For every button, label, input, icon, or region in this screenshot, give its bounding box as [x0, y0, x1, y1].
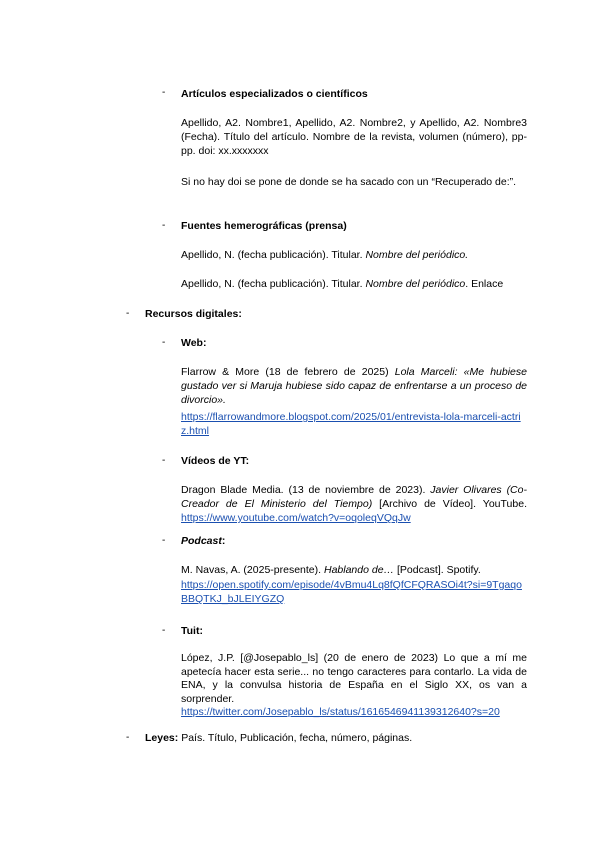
- citation-prensa-1: [181, 248, 468, 262]
- leyes-text: País. Título, Publicación, fecha, número, páginas.: [178, 732, 413, 744]
- citation-periodico: Nombre del periódico.: [365, 249, 469, 261]
- youtube-link[interactable]: https://www.youtube.com/watch?v=oqoleqVQqJw: [181, 512, 411, 524]
- section-heading-web: Web:: [181, 337, 207, 349]
- citation-text: Dragon Blade Media. (13 de noviembre de 2023).: [181, 484, 431, 496]
- citation-podcast: [181, 563, 481, 577]
- citation-tail: [Archivo de Vídeo]. YouTube.: [372, 498, 527, 510]
- citation-title: Javier Olivares (Co-Creador de El Ministerio del Tiempo): [181, 484, 527, 510]
- citation-youtube: [181, 483, 527, 525]
- bullet-marker: -: [162, 220, 166, 231]
- section-heading-hemerograficas: Fuentes hemerográficas (prensa): [181, 220, 347, 232]
- section-heading-podcast: [181, 534, 225, 548]
- citation-text: Apellido, N. (fecha publicación). Titular.: [181, 249, 366, 261]
- citation-articulo: Apellido, A2. Nombre1, Apellido, A2. Nombre2, y Apellido, A2. Nombre3 (Fecha). Título del artículo. Nombre de la revista, volumen (número), pp-pp. doi: xx.xxxxxxx: [181, 117, 527, 157]
- bullet-marker: -: [162, 455, 166, 466]
- bullet-marker: -: [126, 732, 130, 743]
- citation-prensa-2: [181, 277, 503, 291]
- bullet-marker: -: [162, 535, 166, 546]
- citation-tuit: [181, 652, 527, 720]
- bullet-marker: -: [162, 337, 166, 348]
- section-heading-tuit: Tuit:: [181, 625, 203, 637]
- citation-title: Hablando de…: [323, 564, 395, 576]
- citation-tail: . Enlace: [465, 278, 504, 290]
- citation-text: M. Navas, A. (2025-presente).: [181, 564, 324, 576]
- section-leyes: [145, 731, 412, 745]
- leyes-heading: Leyes:: [145, 732, 179, 744]
- citation-tail: [Podcast]. Spotify.: [394, 564, 481, 576]
- podcast-link[interactable]: https://open.spotify.com/episode/4vBmu4Lq8fQfCFQRASOi4t?si=9TgaqoBBQTKJ_bJLEIYGZQ: [181, 579, 522, 605]
- citation-text: Flarrow & More (18 de febrero de 2025): [181, 366, 395, 378]
- section-heading-recursos-digitales: Recursos digitales:: [145, 308, 242, 320]
- section-heading-youtube: Vídeos de YT:: [181, 455, 250, 467]
- web-link[interactable]: https://flarrowandmore.blogspot.com/2025/01/entrevista-lola-marceli-actriz.html: [181, 411, 521, 437]
- podcast-heading-word: Podcast: [181, 535, 222, 547]
- citation-periodico: Nombre del periódico: [365, 278, 466, 290]
- citation-text: Apellido, N. (fecha publicación). Titular.: [181, 278, 366, 290]
- bullet-marker: -: [162, 87, 166, 98]
- citation-text: López, J.P. [@Josepablo_ls] (20 de enero de 2023) Lo que a mí me apetecía hacer esta serie... no tengo caracteres para contarlo. La vida de ENA, y la convulsa historia de España en el Siglo XX, os van a sorprender.: [181, 652, 527, 705]
- section-heading-articulos: Artículos especializados o científicos: [181, 88, 368, 100]
- tuit-link[interactable]: https://twitter.com/Josepablo_ls/status/1616546941139312640?s=20: [181, 706, 500, 718]
- note-no-doi: Si no hay doi se pone de donde se ha sacado con un “Recuperado de:”.: [181, 176, 517, 188]
- bullet-marker: -: [162, 625, 166, 636]
- bullet-marker: -: [126, 308, 130, 319]
- citation-title: Lola Marceli: «Me hubiese gustado ver si Maruja hubiese sido capaz de enfrentarse a un proceso de divorcio».: [181, 366, 527, 406]
- podcast-heading-colon: :: [221, 535, 226, 547]
- citation-web: [181, 365, 527, 407]
